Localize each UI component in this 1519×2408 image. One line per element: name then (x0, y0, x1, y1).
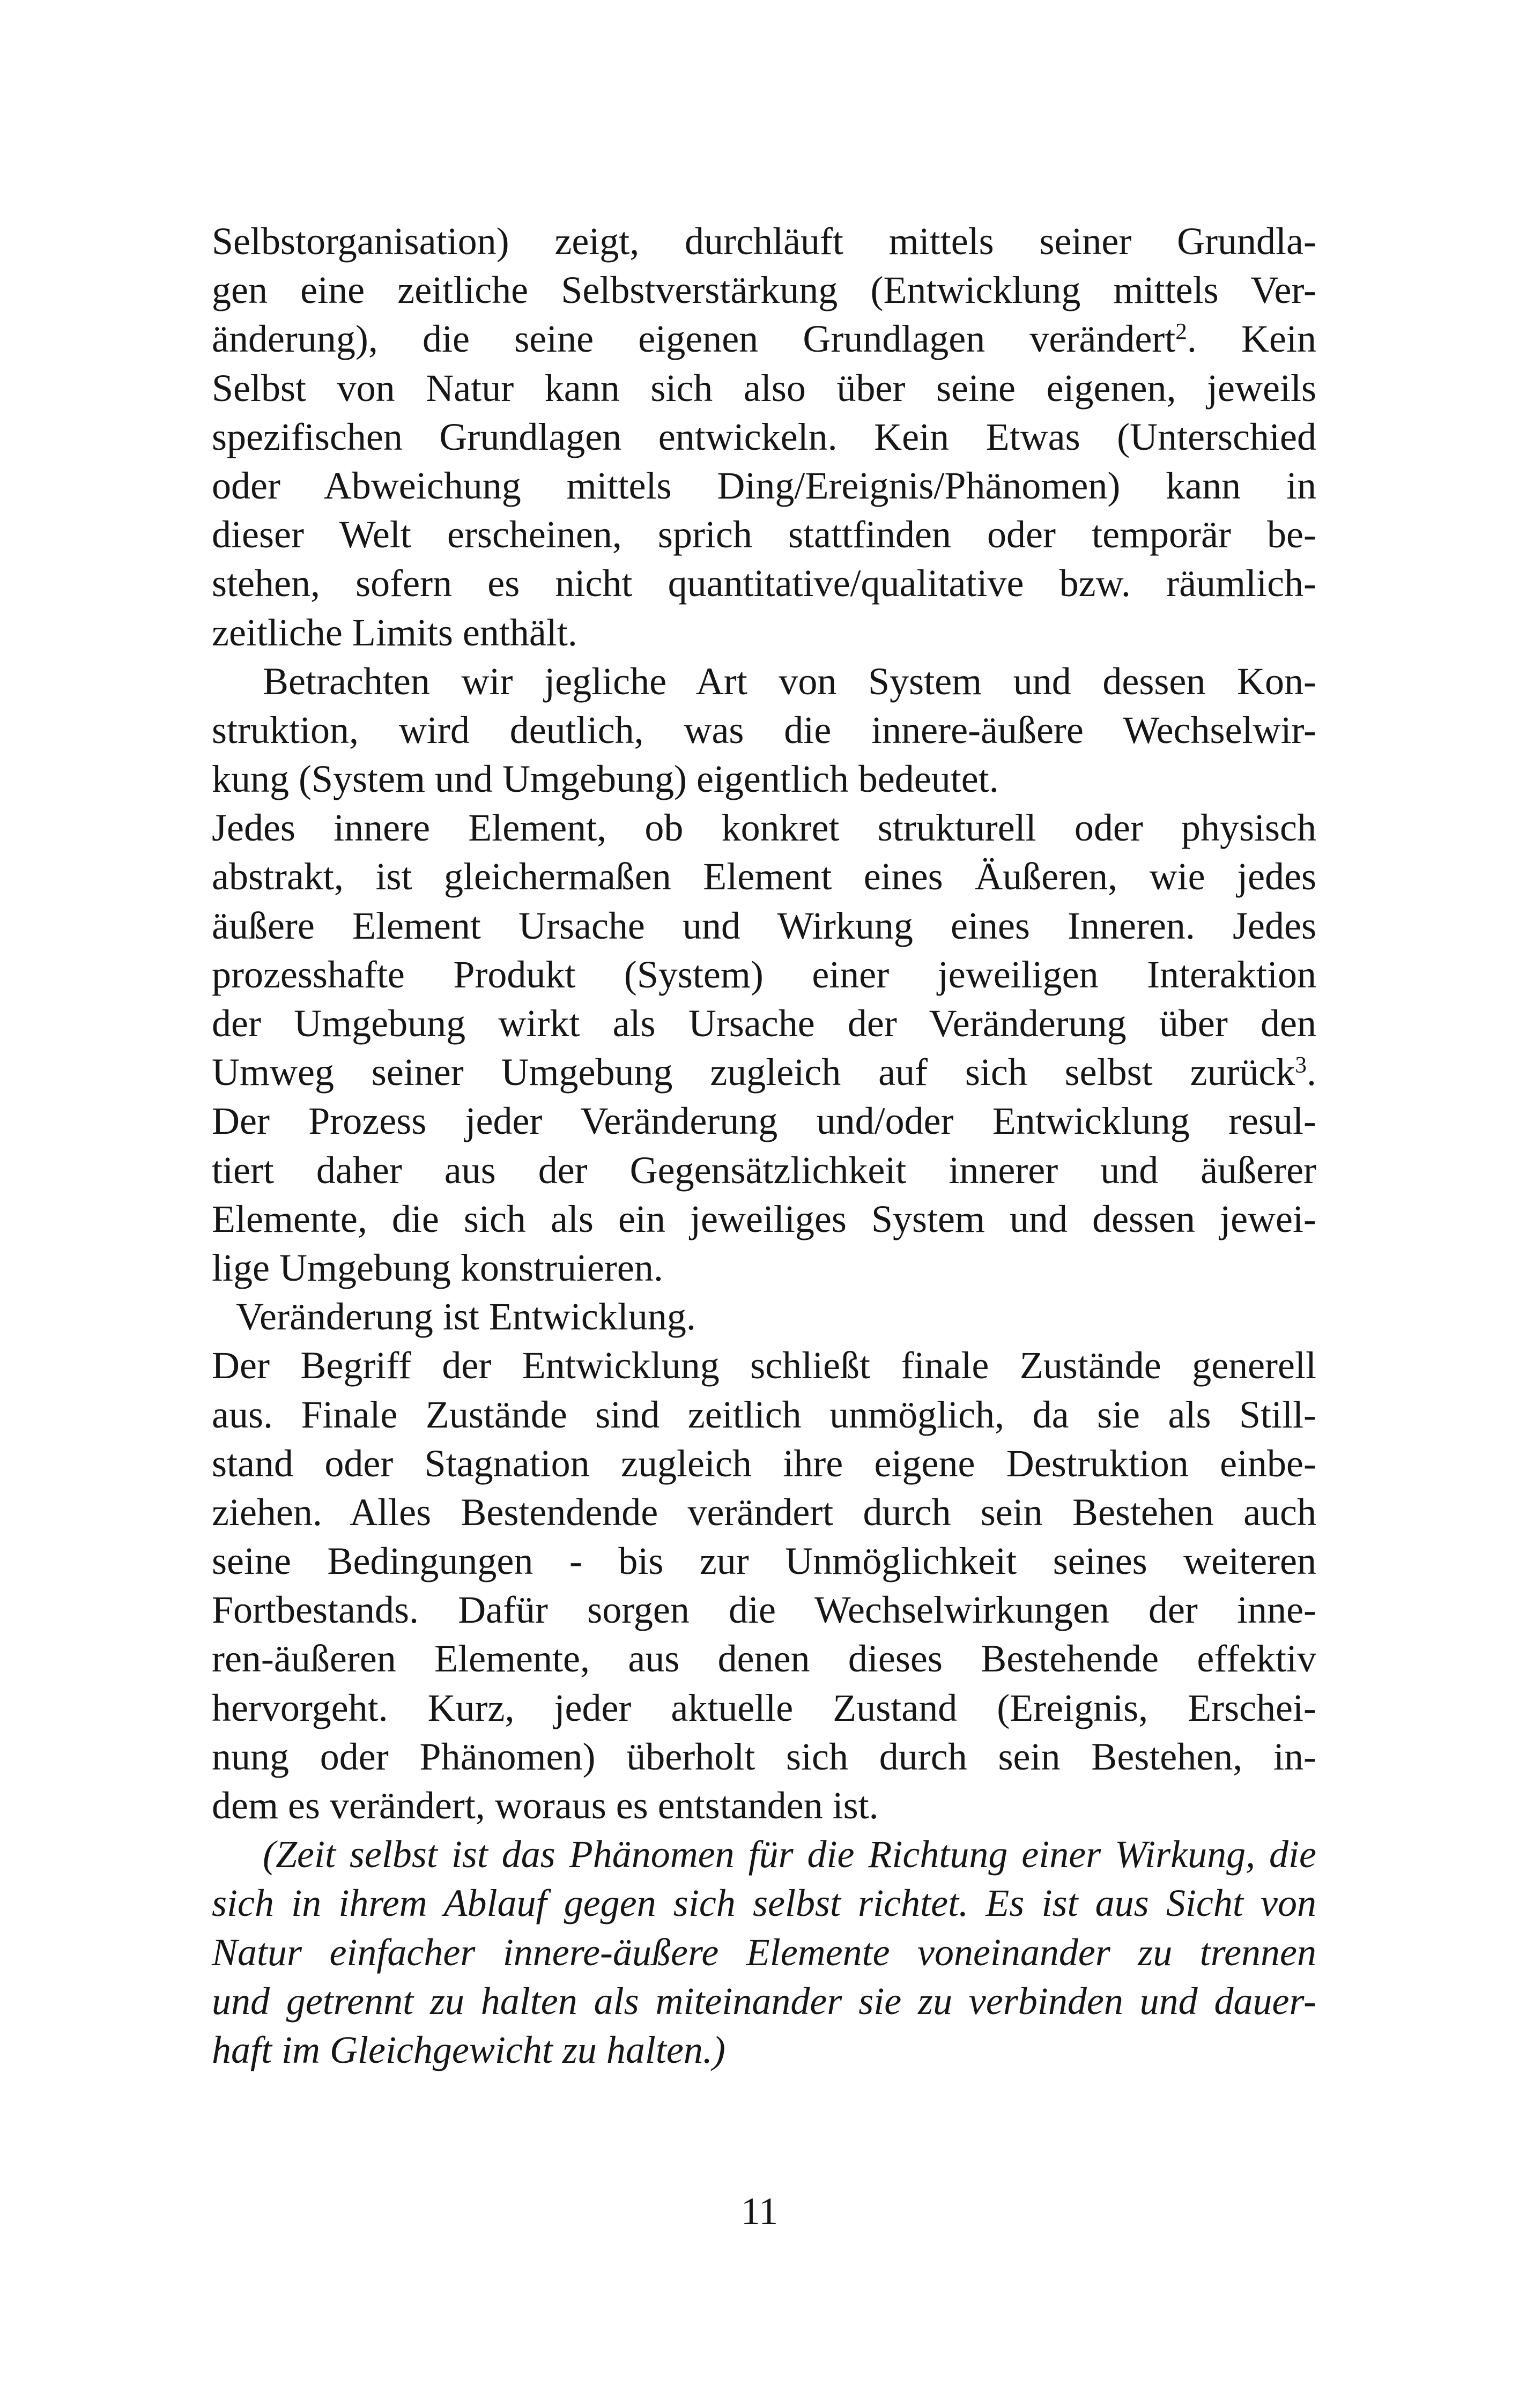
text-line: Elemente, die sich als ein jeweiliges System und dessen jewei- (212, 1197, 1316, 1240)
text-line-tail: . (1307, 1051, 1316, 1094)
text-line: Jedes innere Element, ob konkret strukturell oder physisch (212, 806, 1316, 850)
text-line: der Umgebung wirkt als Ursache der Veränderung über den (212, 1002, 1316, 1045)
text-line: kung (System und Umgebung) eigentlich bedeutet. (212, 757, 999, 801)
italic-text-line: und getrennt zu halten als miteinander sie zu verbinden und dauer- (212, 1979, 1316, 2023)
text-line: oder Abweichung mittels Ding/Ereignis/Phänomen) kann in (212, 464, 1316, 507)
footnote-marker: 2 (1175, 319, 1187, 345)
text-line-main: Umweg seiner Umgebung zugleich auf sich selbst zurück (212, 1051, 1295, 1094)
text-line: struktion, wird deutlich, was die innere-äußere Wechselwir- (212, 708, 1316, 752)
text-line (212, 1048, 1316, 1097)
text-line: dem es verändert, woraus es entstanden ist. (212, 1784, 879, 1827)
text-line: spezifischen Grundlagen entwickeln. Kein Etwas (Unterschied (212, 415, 1316, 458)
text-line: äußere Element Ursache und Wirkung eines Inneren. Jedes (212, 904, 1316, 947)
text-line: dieser Welt erscheinen, sprich stattfinden oder temporär be- (212, 513, 1316, 556)
italic-text-line: Natur einfacher innere-äußere Elemente voneinander zu trennen (212, 1930, 1316, 1974)
text-line: Der Prozess jeder Veränderung und/oder Entwicklung resul- (212, 1099, 1316, 1143)
footnote-marker: 3 (1295, 1052, 1307, 1078)
italic-text-line: sich in ihrem Ablauf gegen sich selbst richtet. Es ist aus Sicht von (212, 1882, 1316, 1925)
body-text (212, 217, 1316, 2075)
text-line: ren-äußeren Elemente, aus denen dieses Bestehende effektiv (212, 1637, 1316, 1681)
text-line: Der Begriff der Entwicklung schließt finale Zustände generell (212, 1344, 1316, 1387)
text-line: Selbst von Natur kann sich also über seine eigenen, jeweils (212, 366, 1316, 410)
text-line: Betrachten wir jegliche Art von System und dessen Kon- (263, 659, 1316, 703)
text-line: nung oder Phänomen) überholt sich durch sein Bestehen, in- (212, 1735, 1316, 1778)
text-line: lige Umgebung konstruieren. (212, 1246, 663, 1289)
text-line: hervorgeht. Kurz, jeder aktuelle Zustand (Ereignis, Erschei- (212, 1686, 1316, 1729)
text-line: aus. Finale Zustände sind zeitlich unmöglich, da sie als Still- (212, 1393, 1316, 1436)
text-line: tiert daher aus der Gegensätzlichkeit innerer und äußerer (212, 1148, 1316, 1192)
text-line: gen eine zeitliche Selbstverstärkung (Entwicklung mittels Ver- (212, 269, 1316, 312)
text-line-tail: . Kein (1187, 317, 1316, 361)
text-line: Veränderung ist Entwicklung. (236, 1295, 696, 1339)
italic-text-line: haft im Gleichgewicht zu halten.) (212, 2028, 725, 2071)
italic-text-line: (Zeit selbst ist das Phänomen für die Richtung einer Wirkung, die (263, 1833, 1316, 1876)
text-line-main: änderung), die seine eigenen Grundlagen verändert (212, 317, 1176, 361)
text-line: ziehen. Alles Bestendende verändert durch sein Bestehen auch (212, 1490, 1316, 1534)
text-line: abstrakt, ist gleichermaßen Element eines Äußeren, wie jedes (212, 855, 1316, 898)
text-line: stehen, sofern es nicht quantitative/qualitative bzw. räumlich- (212, 562, 1316, 605)
text-line: zeitliche Limits enthält. (212, 611, 577, 654)
text-line: Fortbestands. Dafür sorgen die Wechselwirkungen der inne- (212, 1588, 1316, 1632)
text-line: prozesshafte Produkt (System) einer jeweiligen Interaktion (212, 953, 1316, 996)
page-number: 11 (740, 2190, 779, 2233)
text-line (212, 315, 1316, 363)
text-line: Selbstorganisation) zeigt, durchläuft mittels seiner Grundla- (212, 220, 1316, 263)
text-line: seine Bedingungen - bis zur Unmöglichkeit seines weiteren (212, 1540, 1316, 1583)
text-line: stand oder Stagnation zugleich ihre eigene Destruktion einbe- (212, 1441, 1316, 1485)
